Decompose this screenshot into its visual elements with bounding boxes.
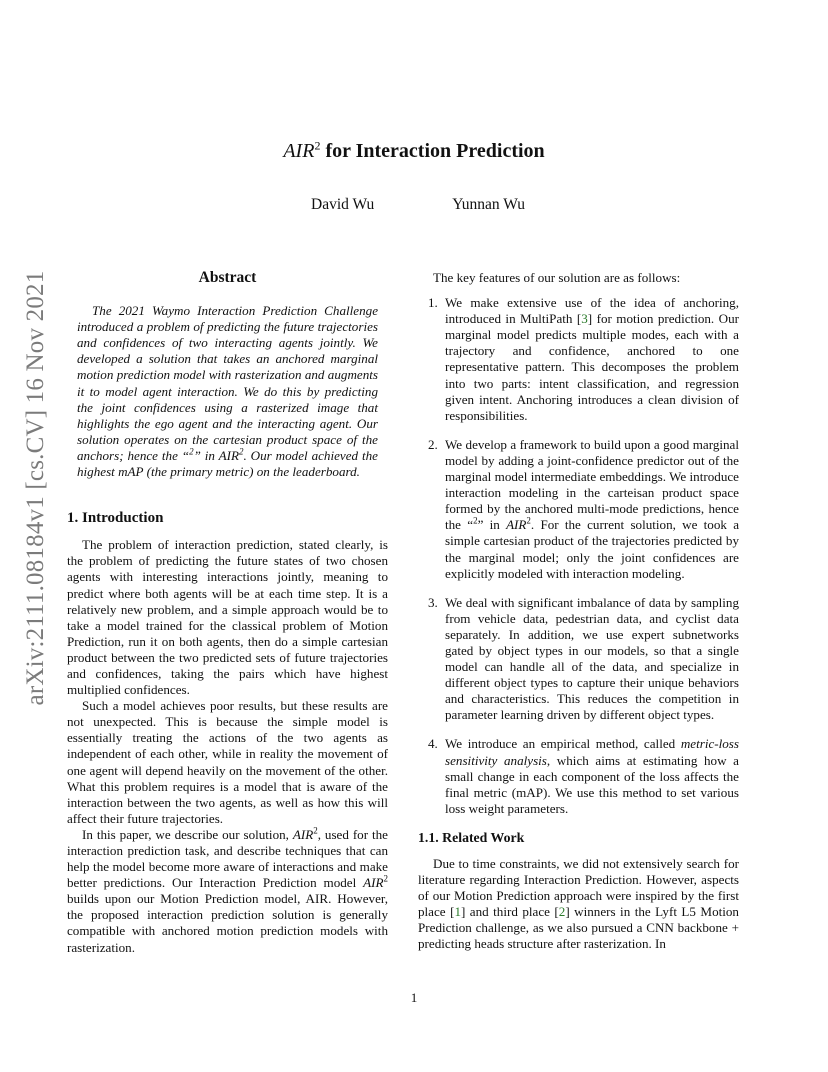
related-work-paragraph: Due to time constraints, we did not extensively search for literature regarding Interaction Prediction. However, aspects of our Motion Prediction approach were inspired by the first place [1] and third place [2] winners in the Lyft L5 Motion Prediction challenge, as we also pursued a CNN backbone + predicting heads structure after rasterization. In: [418, 856, 739, 952]
intro-paragraph-1: The problem of interaction prediction, stated clearly, is the problem of predicting the future states of two chosen agents with interesting interactions jointly, meaning to predict where both agents will be at each time step. It is a relatively new problem, and a simple approach would be to take a model trained for the classical problem of Motion Prediction, run it on both agents, then do a simple cartesian product between the two predicted sets of future trajectories and confidences, taking the pairs which have highest multiplied confidences.: [67, 537, 388, 698]
feature-item-2: 2. We develop a framework to build upon a good marginal model by adding a joint-confidence predictor out of the marginal model intermediate embeddings. We introduce interaction modeling in the carteisan product space formed by the anchored multi-mode predictions, hence the “$^2$” in AIR$^2$. For the current solution, we took a simple cartesian product of the trajectories predicted by the marginal model; only the joint confidences are explicitly modeled with interaction modeling.: [428, 436, 740, 581]
paper-title: [0, 140, 828, 163]
arxiv-identifier: arXiv:2111.08184v1 [cs.CV] 16 Nov 2021: [22, 270, 49, 706]
abstract-text: The 2021 Waymo Interaction Prediction Challenge introduced a problem of predicting the future trajectories and confidences of two interacting agents jointly. We developed a solution that takes an anchored marginal motion prediction model with rasterization and augments it to model agent interaction. We do this by predicting the joint confidences using a rasterized image that highlights the ego agent and the interacting agent. Our solution operates on the cartesian product space of the anchors; hence the “$^2$” in AIR$^2$. Our model achieved the highest mAP (the primary metric) on the leaderboard.: [77, 303, 378, 480]
citation-link[interactable]: 1: [454, 904, 461, 920]
feature-item-1: 1. We make extensive use of the idea of anchoring, introduced in MultiPath [3] for motion prediction. Our marginal model predicts multiple modes, each with a trajectory and confidence, anchored to one representative pattern. This decomposes the problem into two parts: intent classification, and regression given intent. Anchoring introduces a clean division of responsibilities.: [428, 295, 740, 423]
related-work-heading: 1.1. Related Work: [418, 829, 525, 845]
features-list: [418, 295, 739, 817]
abstract-heading: Abstract: [198, 269, 257, 286]
left-column: [67, 270, 388, 956]
citation-link[interactable]: 2: [558, 904, 566, 920]
citation-link[interactable]: 3: [581, 311, 588, 327]
introduction-heading: 1. Introduction: [67, 510, 164, 527]
page-number: 1: [410, 990, 418, 1005]
author-list: [0, 196, 828, 214]
intro-paragraph-2: Such a model achieves poor results, but these results are not unexpected. This is because the simple model is essentially treating the actions of the two agents as independent of each other, while in reality the movement of one agent will depend heavily on the movement of the other. What this problem requires is a model that is aware of the interaction between the two agents, as well as how this will affect their future trajectories.: [67, 698, 388, 826]
author-2: Yunnan Wu: [452, 196, 525, 213]
title-math: AIR: [283, 140, 315, 162]
features-intro: The key features of our solution are as follows:: [433, 270, 681, 285]
title-sup: 2: [314, 138, 321, 153]
author-1: David Wu: [311, 196, 375, 213]
intro-paragraph-3: In this paper, we describe our solution, AIR$^2$, used for the interaction prediction task, and describe techniques that can help the model become more aware of interactions and make better predictions. Our Interaction Prediction model AIR$^2$ builds upon our Motion Prediction model, AIR. However, the proposed interaction prediction solution is generally compatible with anchored motion prediction models with rasterization.: [67, 825, 388, 955]
feature-item-3: 3. We deal with significant imbalance of data by sampling from vehicle data, pedestrian data, and cyclist data separately. In addition, we use expert subnetworks gated by object types in our models, so that a single model can handle all of the data, and specialize in different object types to capture their unique behaviors and characteristics. This reduces the competition in parameter learning driven by different object types.: [428, 594, 739, 723]
right-column: [418, 270, 739, 953]
feature-item-4: 4. We introduce an empirical method, called metric-loss sensitivity analysis, which aims at estimating how a small change in each component of the loss affects the final metric (mAP). We use this method to set various loss weight parameters.: [428, 736, 739, 816]
title-rest: for Interaction Prediction: [325, 140, 545, 162]
